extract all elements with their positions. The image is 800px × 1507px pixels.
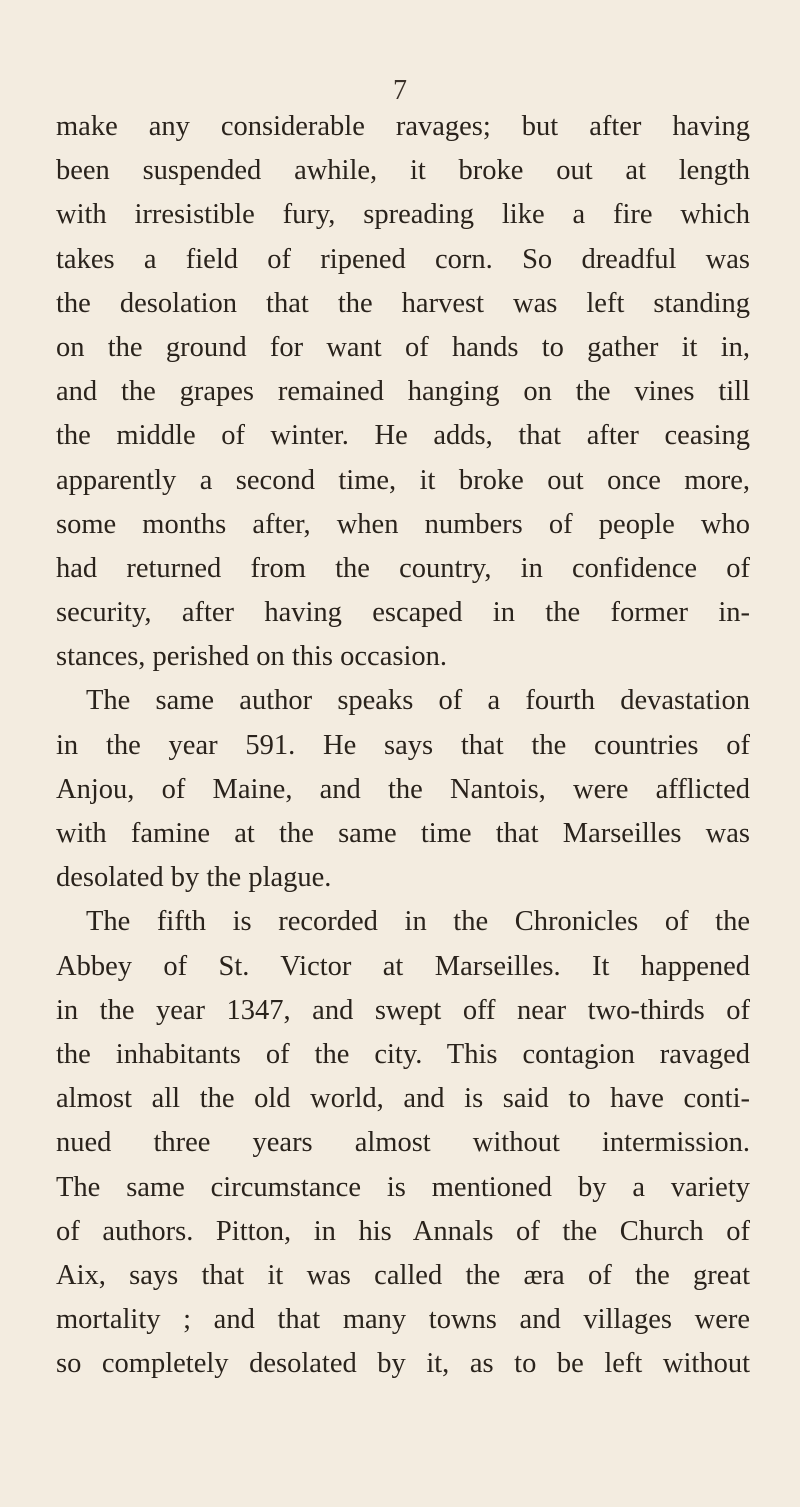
text-line: desolated by the plague. [56, 862, 332, 894]
text-line: takes a field of ripened corn. So dreadful was [56, 243, 750, 275]
text-line: and the grapes remained hanging on the vines till [56, 376, 750, 408]
text-line: The fifth is recorded in the Chronicles of the [86, 906, 750, 938]
text-line: Anjou, of Maine, and the Nantois, were afflicted [56, 773, 750, 805]
text-line: mortality ; and that many towns and villages were [56, 1304, 750, 1336]
text-line: the middle of winter. He adds, that after ceasing [56, 420, 750, 452]
text-line: with famine at the same time that Marseilles was [56, 818, 750, 849]
text-line: in the year 1347, and swept off near two-thirds of [56, 994, 750, 1026]
text-line: been suspended awhile, it broke out at length [56, 155, 750, 187]
text-line: Aix, says that it was called the æra of the great [56, 1259, 750, 1291]
text-line: The same author speaks of a fourth devastation [86, 685, 750, 717]
text-line: Abbey of St. Victor at Marseilles. It happened [56, 950, 750, 982]
text-line: the inhabitants of the city. This contagion ravaged [56, 1038, 750, 1070]
text-line: on the ground for want of hands to gather it in, [56, 331, 750, 363]
text-line: nued three years almost without intermission. [56, 1127, 750, 1159]
text-line: The same circumstance is mentioned by a variety [56, 1171, 750, 1203]
page-number: 7 [393, 75, 407, 106]
text-line: had returned from the country, in confidence of [56, 552, 750, 584]
text-line: stances, perished on this occasion. [56, 641, 447, 673]
text-line: apparently a second time, it broke out once more, [56, 464, 750, 496]
text-line: the desolation that the harvest was left standing [56, 287, 750, 319]
text-line: make any considerable ravages; but after having [56, 111, 750, 142]
text-line: with irresistible fury, spreading like a fire which [56, 199, 750, 231]
text-line: security, after having escaped in the former in- [56, 597, 750, 629]
text-line: so completely desolated by it, as to be left without [56, 1348, 750, 1380]
body-text [56, 105, 750, 1386]
text-line: some months after, when numbers of people who [56, 508, 750, 540]
text-line: of authors. Pitton, in his Annals of the Church of [56, 1215, 750, 1247]
text-line: almost all the old world, and is said to have conti- [56, 1083, 750, 1115]
text-line: in the year 591. He says that the countries of [56, 729, 750, 761]
